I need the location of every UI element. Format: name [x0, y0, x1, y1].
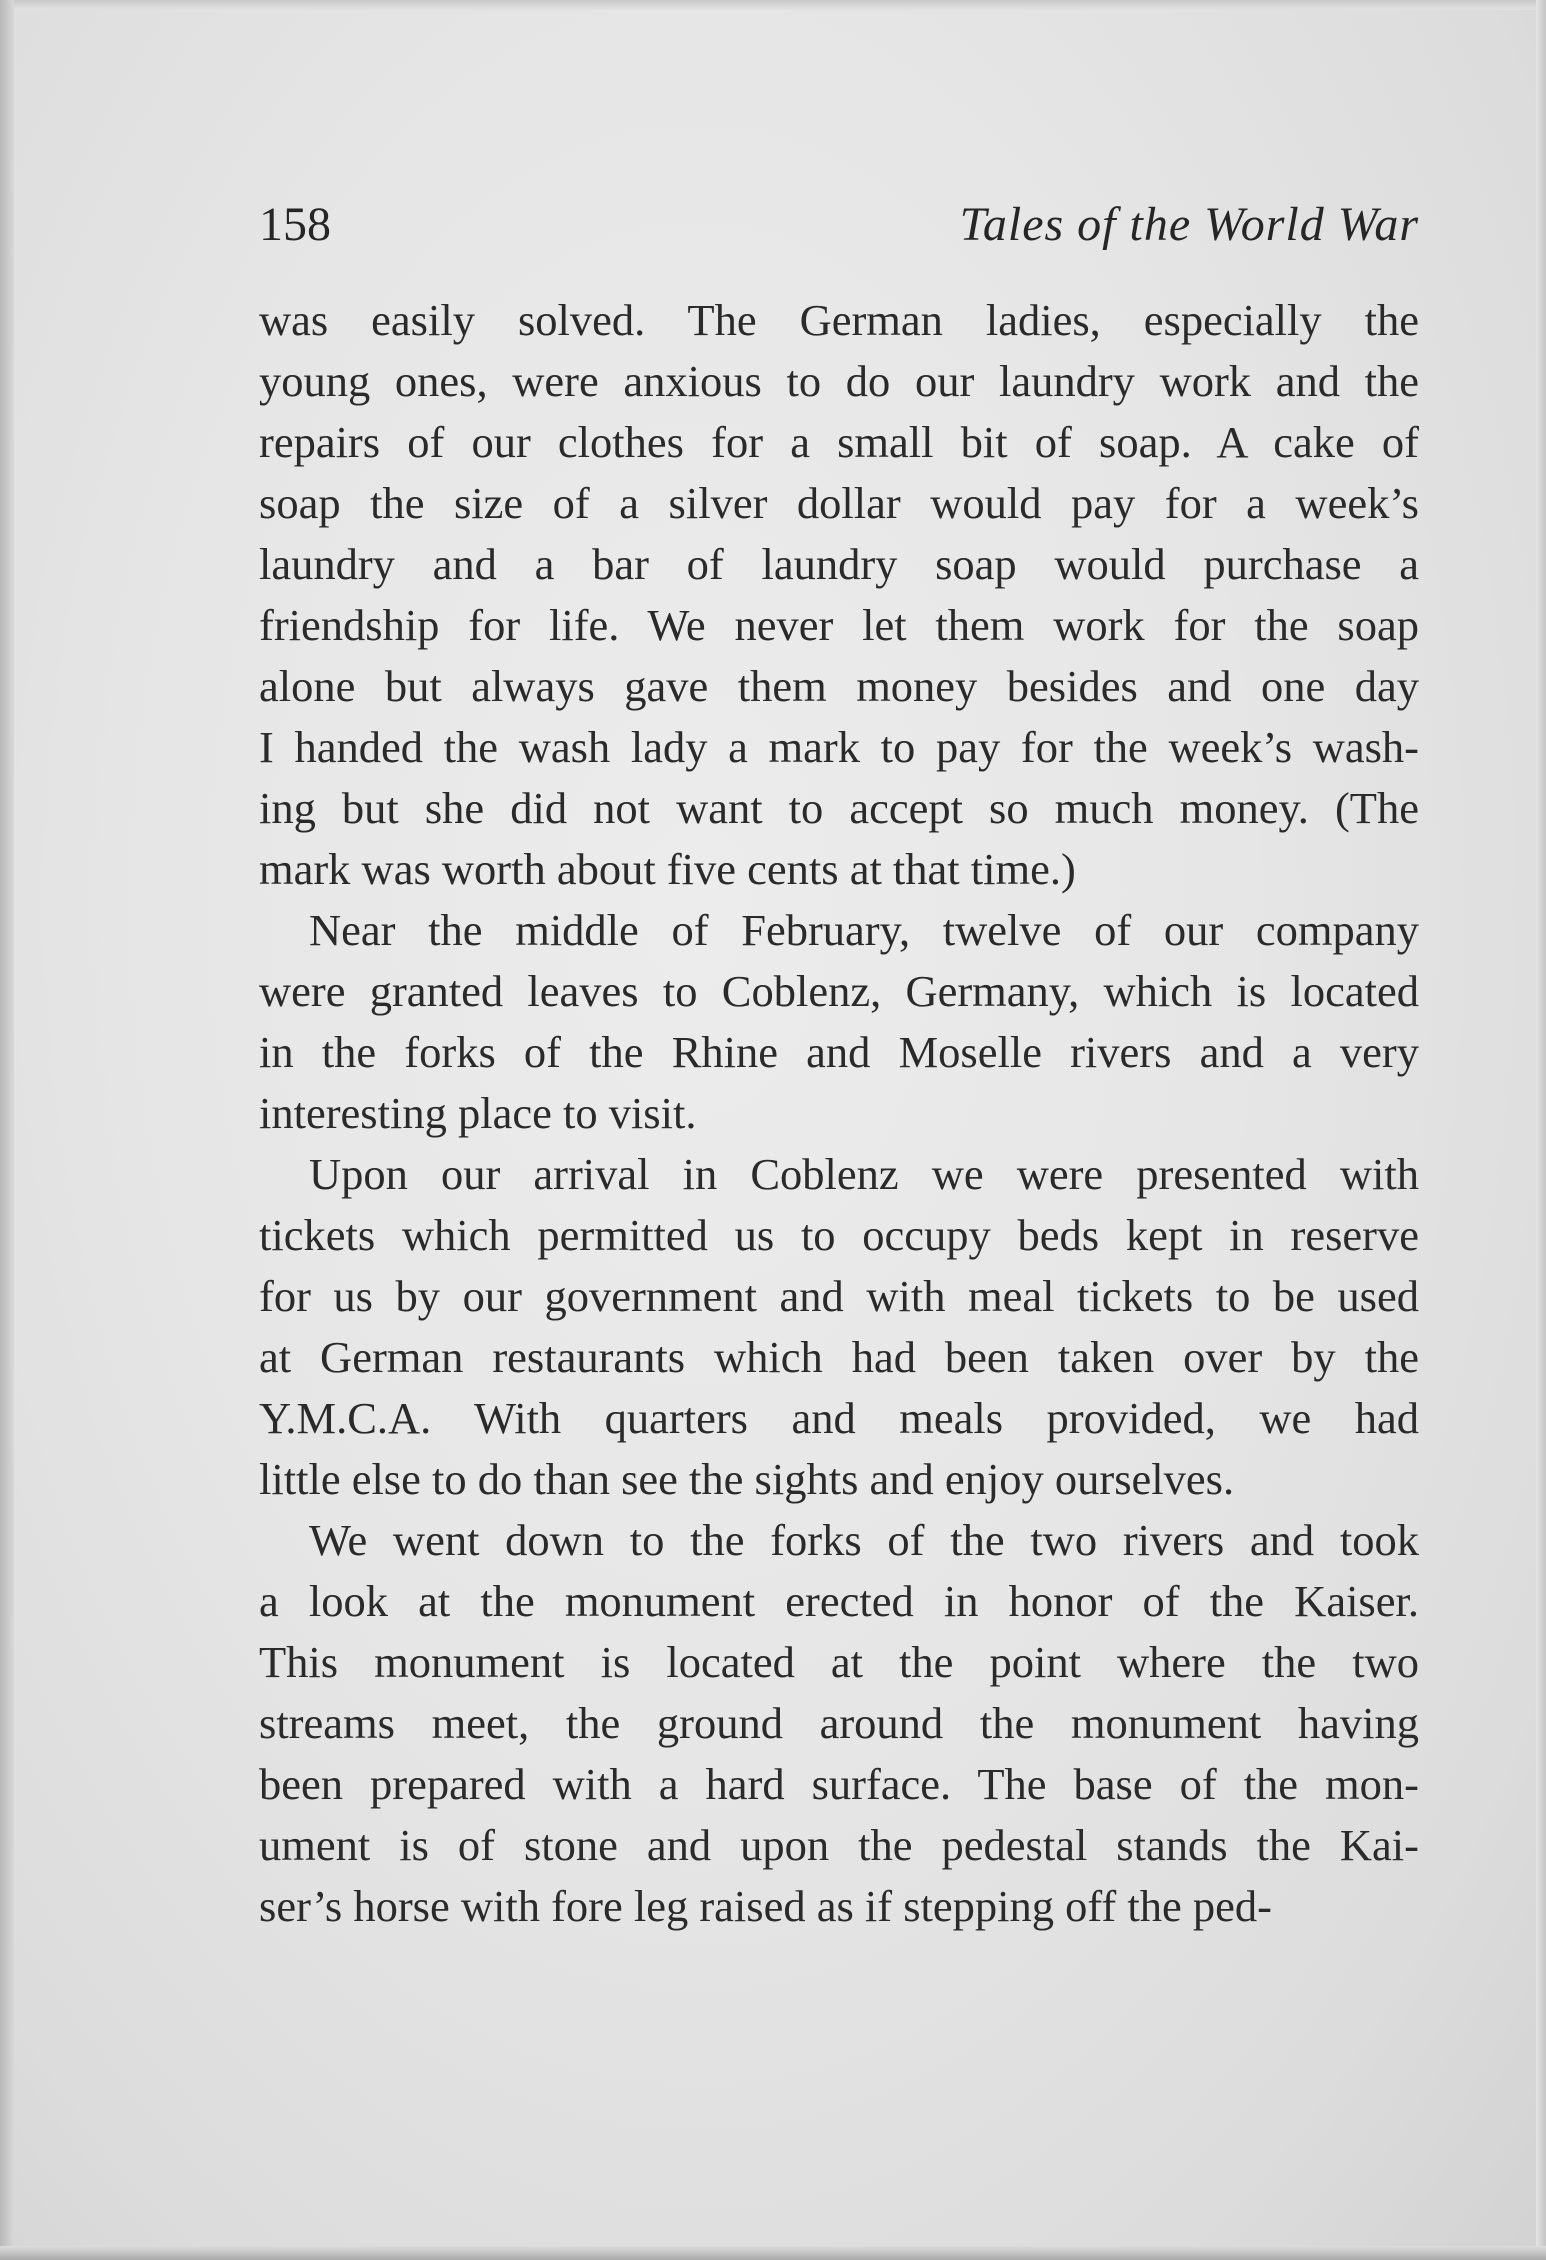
- text-line: a look at the monument erected in honor of the Kaiser.: [259, 1576, 1419, 1626]
- text-line: We went down to the forks of the two rivers and took: [309, 1515, 1419, 1565]
- text-line: young ones, were anxious to do our laundry work and the: [259, 356, 1419, 406]
- text-line: been prepared with a hard surface. The base of the mon-: [259, 1759, 1419, 1809]
- paragraph: [259, 1144, 1419, 1510]
- text-line: was easily solved. The German ladies, especially the: [259, 295, 1419, 345]
- text-line: I handed the wash lady a mark to pay for the week’s wash-: [259, 722, 1419, 772]
- text-line: ing but she did not want to accept so much money. (The: [259, 783, 1419, 833]
- text-line: laundry and a bar of laundry soap would purchase a: [259, 539, 1419, 589]
- page-edge-left: [0, 0, 14, 2260]
- text-line: at German restaurants which had been taken over by the: [259, 1332, 1419, 1382]
- text-line: mark was worth about five cents at that time.): [259, 844, 1076, 894]
- body-text: [259, 290, 1419, 1937]
- text-line: tickets which permitted us to occupy beds kept in reserve: [259, 1210, 1419, 1260]
- text-line: ser’s horse with fore leg raised as if stepping off the ped-: [259, 1881, 1272, 1931]
- text-line: for us by our government and with meal tickets to be used: [259, 1271, 1419, 1321]
- text-line: soap the size of a silver dollar would pay for a week’s: [259, 478, 1419, 528]
- text-line: were granted leaves to Coblenz, Germany, which is located: [259, 966, 1419, 1016]
- text-line: Upon our arrival in Coblenz we were presented with: [309, 1149, 1419, 1199]
- page-edge-right: [1536, 0, 1546, 2260]
- text-line: Near the middle of February, twelve of our company: [309, 905, 1419, 955]
- text-line: in the forks of the Rhine and Moselle rivers and a very: [259, 1027, 1419, 1077]
- text-line: streams meet, the ground around the monument having: [259, 1698, 1419, 1748]
- text-line: Y.M.C.A. With quarters and meals provided, we had: [259, 1393, 1419, 1443]
- text-line: alone but always gave them money besides and one day: [259, 661, 1419, 711]
- paragraph: [259, 900, 1419, 1144]
- page-edge-top: [0, 0, 1546, 10]
- paragraph: [259, 290, 1419, 900]
- running-head: Tales of the World War: [959, 198, 1419, 251]
- text-line: This monument is located at the point where the two: [259, 1637, 1419, 1687]
- text-line: friendship for life. We never let them work for the soap: [259, 600, 1419, 650]
- paragraph: [259, 1510, 1419, 1937]
- page-header: [259, 190, 1419, 260]
- text-line: interesting place to visit.: [259, 1088, 697, 1138]
- text-line: ument is of stone and upon the pedestal stands the Kai-: [259, 1820, 1419, 1870]
- page-edge-bottom: [0, 2246, 1546, 2260]
- text-line: little else to do than see the sights and enjoy ourselves.: [259, 1454, 1235, 1504]
- page-number: 158: [259, 198, 331, 251]
- text-line: repairs of our clothes for a small bit of soap. A cake of: [259, 417, 1419, 467]
